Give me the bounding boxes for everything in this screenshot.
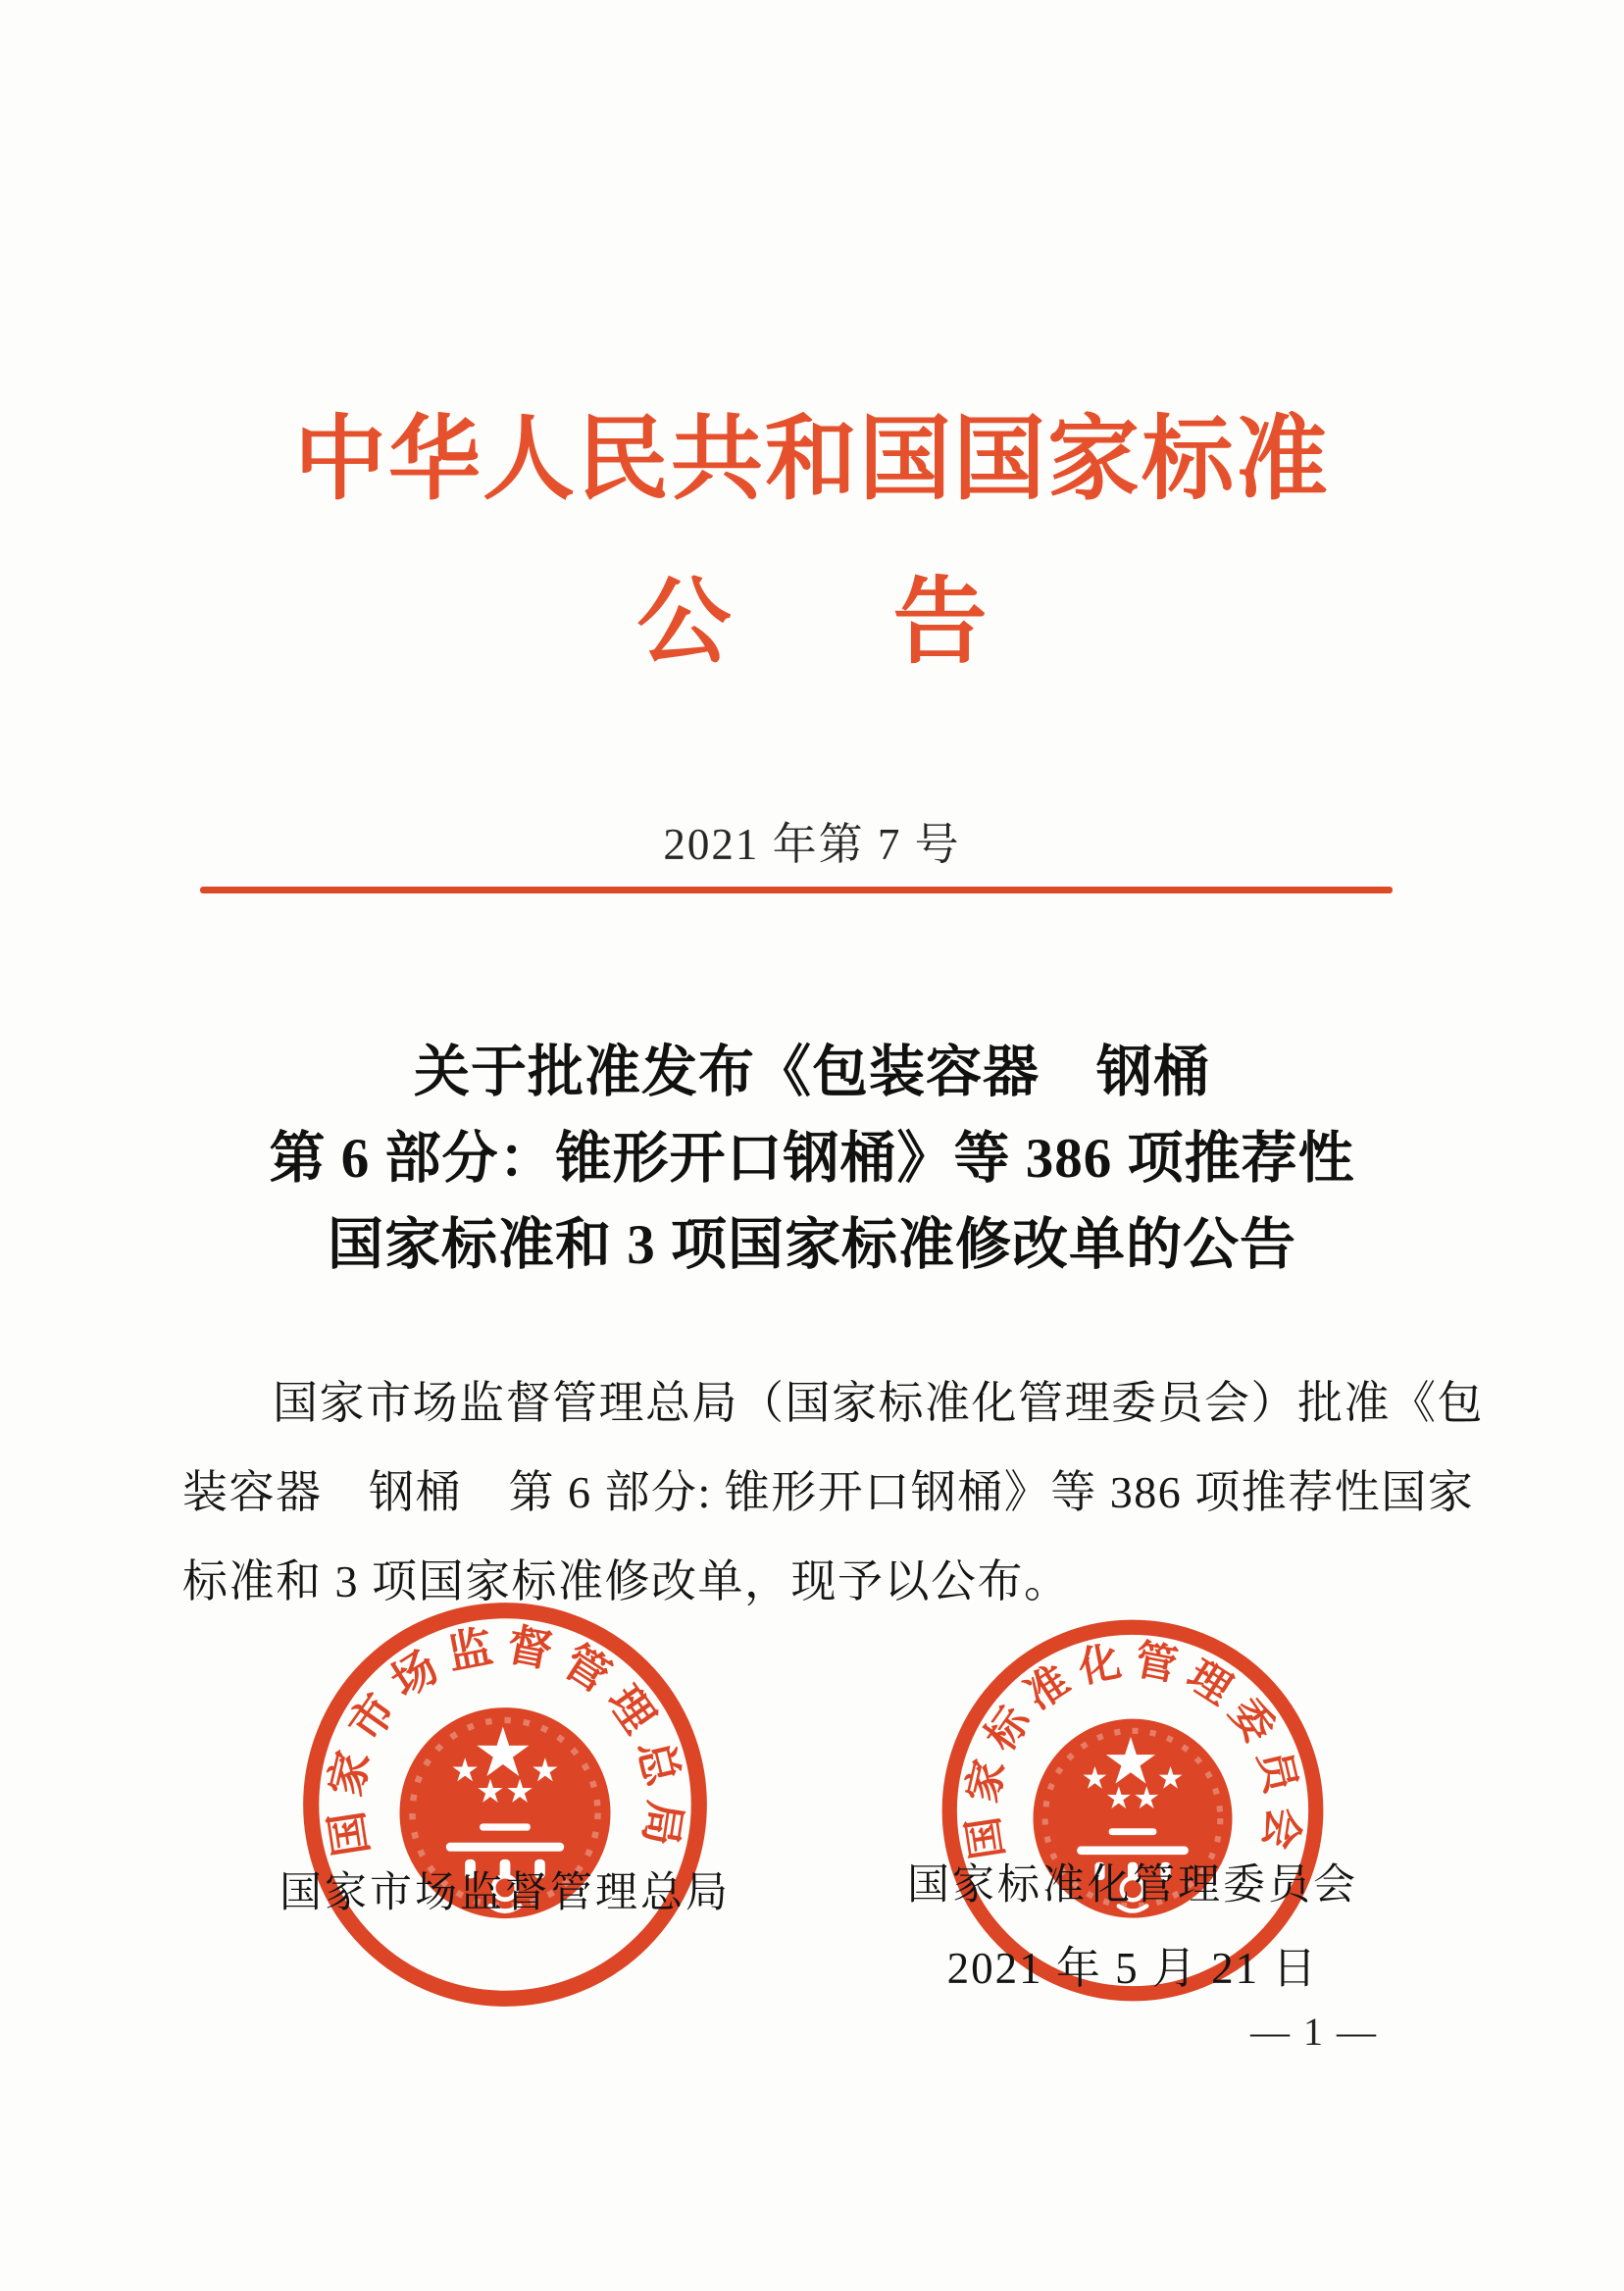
right-agency-signature: 国家标准化管理委员会	[907, 1862, 1358, 1909]
seal-arc-text: 国家市场监督管理总局	[320, 1619, 690, 1859]
document-title: 中华人民共和国国家标准	[293, 409, 1330, 511]
left-agency-signature: 国家市场监督管理总局	[279, 1870, 731, 1916]
red-divider-rule	[200, 887, 1393, 893]
signature-date: 2021 年 5 月 21 日	[946, 1944, 1319, 1993]
issue-number: 2021 年第 7 号	[663, 820, 961, 869]
body-paragraph	[182, 1358, 1484, 1626]
body-line-3: 标准和 3 项国家标准修改单，现予以公布。	[182, 1556, 1071, 1606]
heading-line-1: 关于批准发布《包装容器 钢桶	[414, 1042, 1210, 1103]
body-line-2: 装容器 钢桶 第 6 部分: 锥形开口钢桶》等 386 项推荐性国家	[182, 1467, 1475, 1517]
document-subtitle: 公 告	[636, 570, 1022, 675]
seal-arc-text: 国家标准化管理委员会	[958, 1637, 1307, 1862]
heading-line-2: 第 6 部分：锥形开口钢桶》等 386 项推荐性	[269, 1128, 1355, 1190]
body-line-1: 国家市场监督管理总局（国家标准化管理委员会）批准《包	[273, 1378, 1484, 1428]
page-number: — 1 —	[1250, 2010, 1378, 2054]
samr-official-seal	[294, 1594, 716, 2015]
heading-line-3: 国家标准和 3 项国家标准修改单的公告	[328, 1214, 1296, 1276]
announcement-heading	[0, 1030, 1624, 1289]
